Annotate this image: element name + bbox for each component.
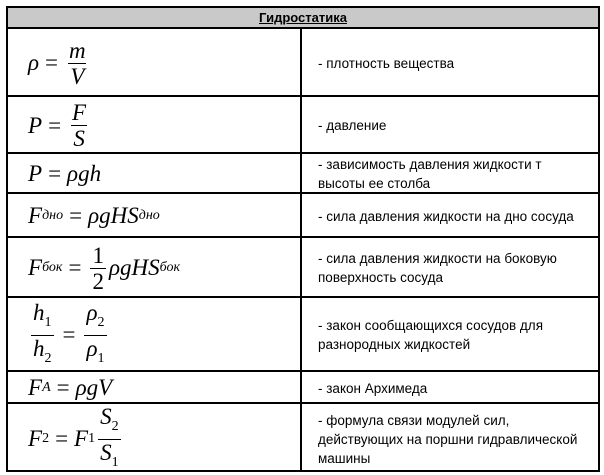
formula-table (6, 6, 600, 472)
table-row (8, 29, 598, 97)
formula-side-force: F бок = $\frac{1}{2}$ ρgHS бок (28, 242, 181, 294)
row-description: - закон Архимеда (318, 380, 428, 396)
table-row (8, 370, 598, 404)
table-row (8, 152, 598, 194)
formula-bottom-force: F дно = ρgHS дно (28, 203, 160, 228)
row-description: - зависимость давления жидкости т высоты ее столба (318, 157, 542, 191)
table-row (8, 192, 598, 238)
row-description: - давление (318, 118, 387, 133)
row-description: - сила давления жидкости на дно сосуда (318, 208, 574, 224)
formula-pressure: P = $\frac{F}{S}$ (28, 100, 87, 151)
row-description: - формула связи модулей сил, действующих на поршни гидравлической машины (318, 412, 578, 466)
table-row (8, 236, 598, 298)
formula-density: ρ = $\frac{m}{V}$ (28, 37, 86, 89)
row-description: - плотность вещества (318, 55, 455, 71)
table-title: Гидростатика (8, 8, 598, 29)
formula-archimedes: F A = ρgV (28, 375, 113, 400)
row-description: - сила давления жидкости на боковую поверхность сосуда (318, 251, 557, 285)
formula-hydraulic-press: F 2 = F 1 $\frac{S_2}{S_1}$ (28, 404, 124, 474)
row-description: - закон сообщающихся сосудов для разнородных жидкостей (318, 318, 543, 352)
table-row (8, 296, 598, 372)
table-row (8, 95, 598, 154)
formula-hydrostatic: P = ρgh (28, 161, 102, 186)
table-row (8, 402, 598, 474)
formula-communicating-vessels: $\frac{h_1}{h_2}$ = $\frac{\rho_2}{\rho_1}$ (28, 298, 110, 372)
